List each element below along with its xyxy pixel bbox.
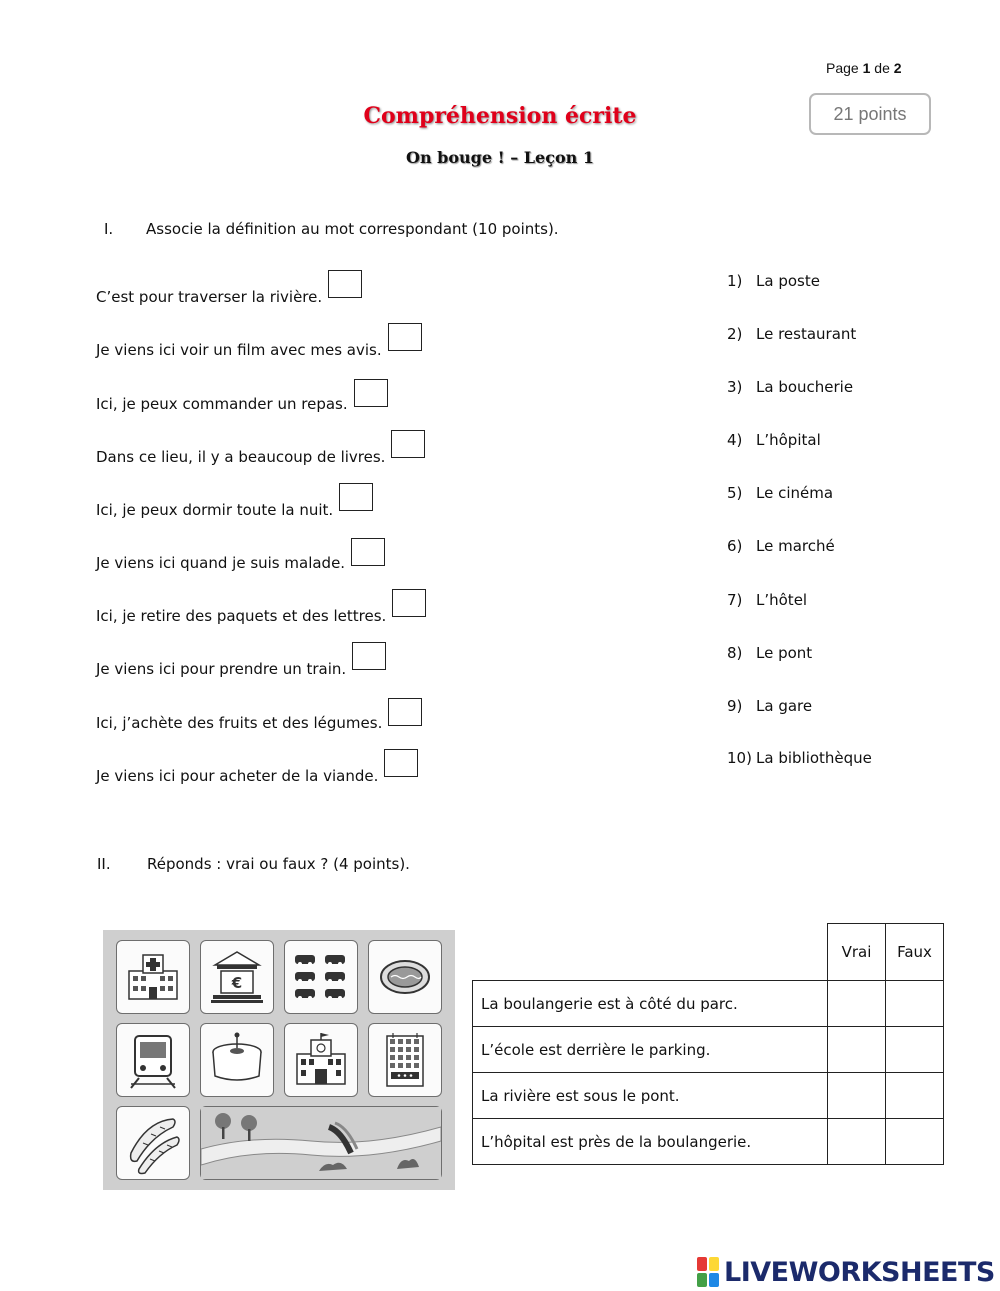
definition-row xyxy=(96,491,373,519)
answer-input-box[interactable] xyxy=(339,483,373,511)
col-header-false: Faux xyxy=(886,924,944,981)
section-1-heading: I. Associe la définition au mot correspondant (10 points). xyxy=(104,220,559,238)
bank-tile xyxy=(200,940,274,1014)
option-item xyxy=(727,325,856,343)
option-item xyxy=(727,378,853,396)
answer-input-box[interactable] xyxy=(351,538,385,566)
option-number: 6) xyxy=(727,537,743,555)
definition-text: Ici, je peux commander un repas. xyxy=(96,395,348,413)
option-label: La bibliothèque xyxy=(756,749,872,767)
definition-text: Dans ce lieu, il y a beaucoup de livres. xyxy=(96,448,386,466)
liveworksheets-logo[interactable] xyxy=(697,1254,995,1290)
table-row xyxy=(473,981,944,1027)
definition-row xyxy=(96,331,422,359)
option-item xyxy=(727,749,872,767)
option-number: 5) xyxy=(727,484,743,502)
option-item xyxy=(727,431,821,449)
option-item xyxy=(727,644,812,662)
option-item xyxy=(727,484,833,502)
false-cell[interactable] xyxy=(886,1119,944,1165)
option-label: Le restaurant xyxy=(756,325,857,343)
definition-row xyxy=(96,704,422,732)
train-tile xyxy=(116,1023,190,1097)
statement: La boulangerie est à côté du parc. xyxy=(473,981,828,1027)
col-header-true: Vrai xyxy=(828,924,886,981)
false-cell[interactable] xyxy=(886,1073,944,1119)
option-number: 3) xyxy=(727,378,743,396)
option-item xyxy=(727,537,835,555)
hotel-tile xyxy=(368,1023,442,1097)
table-row xyxy=(473,1119,944,1165)
answer-input-box[interactable] xyxy=(384,749,418,777)
bakery-tile xyxy=(116,1106,190,1180)
definition-text: Je viens ici voir un film avec mes avis. xyxy=(96,341,382,359)
section-2-heading: II. Réponds : vrai ou faux ? (4 points). xyxy=(97,855,410,873)
answer-input-box[interactable] xyxy=(328,270,362,298)
option-number: 7) xyxy=(727,591,743,609)
definition-row xyxy=(96,544,385,572)
restaurant-tile xyxy=(200,1023,274,1097)
true-cell[interactable] xyxy=(828,981,886,1027)
park-river-bridge-icon xyxy=(201,1107,441,1179)
bank-icon xyxy=(201,941,273,1013)
true-cell[interactable] xyxy=(828,1027,886,1073)
option-item xyxy=(727,697,812,715)
parking-tile xyxy=(284,940,358,1014)
true-false-table xyxy=(472,923,944,1165)
false-cell[interactable] xyxy=(886,1027,944,1073)
definition-row xyxy=(96,757,418,785)
train-icon xyxy=(117,1024,189,1096)
definition-row xyxy=(96,385,388,413)
logo-text: LIVEWORKSHEETS xyxy=(724,1256,995,1288)
definition-text: Je viens ici pour prendre un train. xyxy=(96,660,347,678)
hospital-tile xyxy=(116,940,190,1014)
pool-tile xyxy=(368,940,442,1014)
false-cell[interactable] xyxy=(886,981,944,1027)
option-label: La boucherie xyxy=(756,378,854,396)
page-number: Page 1 de 2 xyxy=(826,60,902,76)
option-label: La poste xyxy=(756,272,820,290)
page-title: Compréhension écrite xyxy=(363,103,637,129)
definition-text: Je viens ici pour acheter de la viande. xyxy=(96,767,379,785)
definition-text: Ici, je peux dormir toute la nuit. xyxy=(96,501,334,519)
true-cell[interactable] xyxy=(828,1073,886,1119)
option-label: L’hôtel xyxy=(756,591,808,609)
option-number: 1) xyxy=(727,272,743,290)
logo-mark-icon xyxy=(697,1257,721,1287)
definition-text: Ici, j’achète des fruits et des légumes. xyxy=(96,714,383,732)
definition-row xyxy=(96,278,362,306)
hospital-icon xyxy=(117,941,189,1013)
definition-text: C’est pour traverser la rivière. xyxy=(96,288,323,306)
option-number: 2) xyxy=(727,325,743,343)
restaurant-table-icon xyxy=(201,1024,273,1096)
option-label: Le pont xyxy=(756,644,813,662)
definition-row xyxy=(96,597,426,625)
answer-input-box[interactable] xyxy=(354,379,388,407)
option-number: 10) xyxy=(727,749,752,767)
school-icon xyxy=(285,1024,357,1096)
option-item xyxy=(727,272,820,290)
definition-text: Ici, je retire des paquets et des lettres. xyxy=(96,607,387,625)
table-row xyxy=(473,1027,944,1073)
swimming-pool-icon xyxy=(369,941,441,1013)
answer-input-box[interactable] xyxy=(391,430,425,458)
answer-input-box[interactable] xyxy=(392,589,426,617)
option-number: 8) xyxy=(727,644,743,662)
parking-icon xyxy=(285,941,357,1013)
option-label: L’hôpital xyxy=(756,431,821,449)
true-cell[interactable] xyxy=(828,1119,886,1165)
hotel-icon xyxy=(369,1024,441,1096)
statement: L’hôpital est près de la boulangerie. xyxy=(473,1119,828,1165)
park-river-tile xyxy=(200,1106,442,1180)
option-label: Le cinéma xyxy=(756,484,834,502)
statement: La rivière est sous le pont. xyxy=(473,1073,828,1119)
answer-input-box[interactable] xyxy=(352,642,386,670)
option-item xyxy=(727,591,807,609)
statement: L’école est derrière le parking. xyxy=(473,1027,828,1073)
option-label: La gare xyxy=(756,697,813,715)
page-subtitle: On bouge ! – Leçon 1 xyxy=(406,148,594,167)
town-illustration xyxy=(103,930,455,1190)
definition-text: Je viens ici quand je suis malade. xyxy=(96,554,346,572)
points-badge: 21 points xyxy=(809,93,931,135)
answer-input-box[interactable] xyxy=(388,323,422,351)
option-number: 4) xyxy=(727,431,743,449)
answer-input-box[interactable] xyxy=(388,698,422,726)
definition-row xyxy=(96,650,386,678)
school-tile xyxy=(284,1023,358,1097)
option-number: 9) xyxy=(727,697,743,715)
option-label: Le marché xyxy=(756,537,835,555)
baguette-icon xyxy=(117,1107,189,1179)
table-row xyxy=(473,1073,944,1119)
svg-text:€: € xyxy=(231,974,243,992)
definition-row xyxy=(96,438,425,466)
